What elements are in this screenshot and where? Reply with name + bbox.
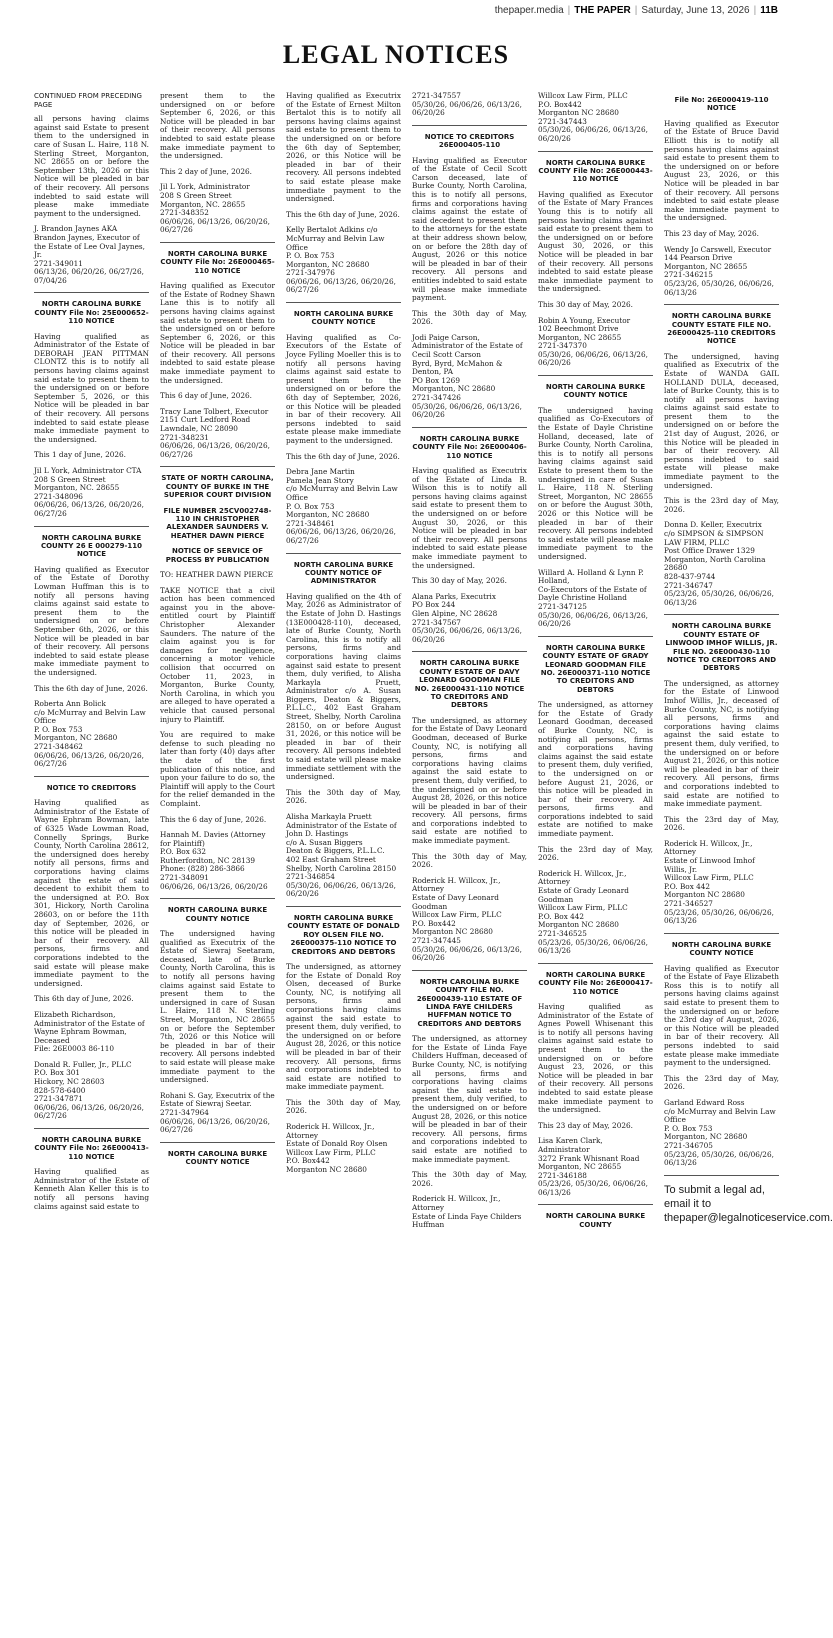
notice-heading: NOTICE TO CREDITORS [46, 783, 137, 792]
notice-signature: Kelly Bertalot Adkins c/o McMurray and Belvin Law Office P. O. Box 753 Morganton, NC 28680 2721-347976 06/06/26, 06/13/26, 06/20/26, 06/27/26 [286, 225, 396, 295]
notice-paragraph: Having qualified as Administrator of the Estate of Kenneth Alan Keller this is to notify all persons having claims against said estate to [34, 1167, 149, 1211]
header-date: Saturday, June 13, 2026 [641, 5, 750, 16]
notice-paragraph: Having qualified as Administrator of the Estate of Agnes Powell Whisenant this is to notify all persons having claims against said estate to present them to the undersigned on or before August 23, 2026, or this Notice will be pleaded in bar of their recovery. All persons indebted to said estate please make immediate payment to the undersigned. [538, 1002, 653, 1115]
notice-divider [34, 292, 149, 293]
page-header [0, 0, 792, 22]
notice-heading: NORTH CAROLINA BURKE COUNTY File No: 26E000443-110 NOTICE [538, 158, 653, 184]
notice-signature: Donna D. Keller, Executrix c/o SIMPSON & SIMPSON LAW FIRM, PLLC Post Office Drawer 1329 Morganton, North Carolina 28680 828-437-9744 2721-346747 05/23/26, 05/30/26, 06/06/26, 06/13/26 [664, 520, 774, 607]
notice-heading: NORTH CAROLINA BURKE COUNTY 26 E 000279-110 NOTICE [40, 533, 143, 559]
notice-divider [538, 151, 653, 152]
notice-paragraph: The undersigned, as attorney for the Estate of Linda Faye Childers Huffman, deceased of Burke County, NC, is notifying all persons, firms and corporations having claims against the said estate to present them, duly verified, to the undersigned on or before August 28, 2026, or this notice will be pleaded in bar of their recovery. All persons, firms and corporations indebted to said estate are notified to make immediate payment. [412, 1034, 527, 1164]
notice-divider [412, 427, 527, 428]
header-info: thepaper.media | THE PAPER | Saturday, June 13, 2026 | 11B [494, 5, 778, 16]
notice-paragraph: TAKE NOTICE that a civil action has been commenced against you in the above-entitled court by Plaintiff Christopher Alexander Saunders. The nature of the claim against you is for damages for negligence, concerning a motor vehicle collision that occurred on October 11, 2023, in Morganton, Burke County, North Carolina, in which you are alleged to have operated a vehicle that caused personal injury to Plaintiff. [160, 585, 275, 724]
notice-divider [160, 898, 275, 899]
notice-heading: NORTH CAROLINA BURKE COUNTY ESTATE OF LINWOOD IMHOF WILLIS, JR. FILE NO. 26E000430-110 NOTICE TO CREDITORS AND DEBTORS [665, 622, 778, 673]
notice-heading: NORTH CAROLINA BURKE COUNTY ESTATE OF DONALD ROY OLSEN FILE NO. 26E000375-110 NOTICE TO CREDITORS AND DEBTORS [287, 913, 400, 956]
notice-paragraph: This the 23rd day of May, 2026. [664, 1073, 779, 1092]
notice-divider [538, 375, 653, 376]
notice-paragraph: This the 30th day of May, 2026. [412, 1170, 527, 1188]
notice-paragraph: This 23 day of May, 2026. [664, 228, 759, 238]
notice-paragraph: You are required to make defense to such pleading no later than forty (40) days after the date of the first publication of this notice, and upon your failure to do so, the Plaintiff will apply to the Court for the relief demanded in the Complaint. [160, 730, 275, 808]
notice-paragraph: present them to the undersigned on or before September 6, 2026, or this Notice will be pleaded in bar of their recovery. All persons indebted to said estate please make immediate payment to the undersigned. [160, 91, 275, 161]
notice-signature: J. Brandon Jaynes AKA Brandon Jaynes, Executor of the Estate of Lee Oval Jaynes, Jr. 2721-349011 06/13/26, 06/20/26, 06/27/26, 07/04/26 [34, 224, 145, 285]
notice-heading: NORTH CAROLINA BURKE COUNTY NOTICE [167, 906, 268, 923]
notice-paragraph: Having qualified as Administrator of the Estate of Wayne Ephram Bowman, late of 6325 Wade Lowman Road, Connelly Springs, Burke County, North Carolina 28612, the undersigned does hereby notify all persons, firms and corporations having claims against the estate of said decedent to exhibit them to the undersigned at P.O. Box 301, Hickory, North Carolina 28603, on or before the 11th day of September, 2026, or this notice will be pleaded in bar of their recovery. All persons, firms and corporations indebted to the said estate will please make immediate payment to the undersigned. [34, 798, 149, 988]
continued-label: CONTINUED FROM PRECEDING PAGE [34, 92, 142, 109]
notice-signature: Willcox Law Firm, PLLC P.O. Box442 Morganton NC 28680 2721-347443 05/30/26, 06/06/26, 06/13/26, 06/20/26 [538, 91, 648, 143]
notice-paragraph: This is the 23rd day of May, 2026. [664, 496, 779, 514]
notice-divider [160, 242, 275, 243]
notice-paragraph: The undersigned, as attorney for the Estate of Grady Leonard Goodman, deceased of Burke County, NC, is notifying all persons, firms and corporations having claims against the said estate to present them, duly verified, to the undersigned on or before August 21, 2026, or this notice will be pleaded in bar of their recovery. All persons, firms and corporations indebted to said estate are notified to make immediate payment. [538, 700, 653, 839]
notice-heading: NOTICE OF SERVICE OF PROCESS BY PUBLICATION [165, 547, 270, 564]
notice-divider [160, 1142, 275, 1143]
notice-signature: Debra Jane Martin Pamela Jean Story c/o McMurray and Belvin Law Office P. O. Box 753 Morganton, NC 28680 2721-348461 06/06/26, 06/13/26, 06/20/26, 06/27/26 [286, 467, 398, 545]
notice-paragraph: The undersigned, as attorney for the Estate of Donald Roy Olsen, deceased of Burke County, NC, is notifying all persons, firms and corporations having claims against the said estate to present them, duly verified, to the undersigned on or before August 28, 2026, or this notice will be pleaded in bar of their recovery. All persons, firms and corporations indebted to said estate are notified to make immediate payment. [286, 961, 401, 1092]
notice-divider [538, 636, 653, 637]
notice-paragraph: Having qualified as Executor of the Estate of Mary Frances Young this is to notify all persons having claims against said estate to present them to the undersigned on or before August 30, 2026, or this Notice will be pleaded in bar of their recovery. All persons indebted to said estate please make immediate payment to the undersigned. [538, 189, 653, 294]
notice-signature: Hannah M. Davies (Attorney for Plaintiff) P.O. Box 632 Rutherfordton, NC 28139 Phone: (828) 286-3866 2721-348091 06/06/26, 06/13/26, 06/20/26 [160, 830, 268, 891]
notice-paragraph: This 30 day of May, 2026. [412, 576, 507, 586]
notice-paragraph: TO: HEATHER DAWN PIERCE [160, 570, 274, 580]
notice-signature: Jil L York, Administrator 208 S Green Street Morganton, NC. 28655 2721-348352 06/06/26, 06/13/26, 06/20/26, 06/27/26 [160, 182, 270, 235]
notice-heading: FILE NUMBER 25CV002748-110 IN CHRISTOPHER ALEXANDER SAUNDERS V. HEATHER DAWN PIERCE [163, 506, 272, 540]
column-2 [160, 92, 275, 1632]
notice-divider [664, 304, 779, 305]
notice-divider [412, 125, 527, 126]
header-page-number: 11B [760, 5, 778, 16]
notice-paragraph: Having qualified as Executor of the Estate of Bruce David Elliott this is to notify all persons having claims against said estate to present them to the undersigned on or before August 23, 2026, or this Notice will be pleaded in bar of their recovery. All persons indebted to said estate please make immediate payment to the undersigned. [664, 118, 779, 223]
notice-paragraph: This the 30th day of May, 2026. [286, 1097, 401, 1116]
notice-paragraph: Having qualified as Administrator of the Estate of DEBORAH JEAN PITTMAN CLONTZ this is to notify all persons having claims against said estate to present them to the undersigned on or before September 5, 2026, or this Notice will be pleaded in bar of their recovery. All persons indebted to said estate please make immediate payment to the undersigned. [34, 331, 149, 444]
legal-notices-columns [34, 91, 833, 1632]
column-1 [34, 92, 149, 1632]
notice-signature: Jodi Paige Carson, Administrator of the Estate of Cecil Scott Carson Byrd, Byrd, McMahon & Denton, PA PO Box 1269 Morganton, NC 28680 2721-347426 05/30/26, 06/06/26, 06/13/26, 06/20/26 [412, 332, 523, 420]
column-3 [286, 92, 401, 1632]
notice-paragraph: Having qualified as Executor of the Estate of Rodney Shawn Lane this is to notify all persons having claims against said estate to present them to the undersigned on or before September 6, 2026, or this Notice will be pleaded in bar of their recovery. All persons indebted to said estate please make immediate payment to the undersigned. [160, 281, 275, 385]
notice-heading: NORTH CAROLINA BURKE COUNTY File No: 26E000413-110 NOTICE [34, 1136, 149, 1161]
notice-signature: Willard A. Holland & Lynn P. Holland, Co-Executors of the Estate of Dayle Christine Holland 2721-347125 05/30/26, 06/06/26, 06/13/26, 06/20/26 [538, 567, 648, 629]
notice-heading: NORTH CAROLINA BURKE COUNTY ESTATE OF DAVY LEONARD GOODMAN FILE NO. 26E000431-110 NOTICE TO CREDITORS AND DEBTORS [414, 659, 525, 710]
notice-paragraph: This the 30th day of May, 2026. [412, 851, 527, 870]
notice-heading: NORTH CAROLINA BURKE COUNTY NOTICE [167, 1149, 268, 1167]
notice-divider [538, 963, 653, 964]
notice-heading: File No: 26E000419-110 NOTICE [674, 96, 769, 113]
notice-signature: Alisha Markayla Pruett Administrator of the Estate of John D. Hastings c/o A. Susan Biggers Deaton & Biggers, P.L.L.C. 402 East Graham Street Shelby, North Carolina 28150 2721-346854 05/30/26, 06/06/26, 06/13/26, 06/20/26 [286, 812, 397, 899]
notice-divider [412, 651, 527, 652]
notice-paragraph: This the 6th day of June, 2026. [286, 451, 400, 461]
notice-divider [160, 466, 275, 467]
notice-signature: Alana Parks, Executrix PO Box 244 Glen Alpine, NC 28628 2721-347567 05/30/26, 06/06/26, 06/13/26, 06/20/26 [412, 591, 522, 644]
column-4 [412, 92, 527, 1632]
notice-heading: STATE OF NORTH CAROLINA, COUNTY OF BURKE IN THE SUPERIOR COURT DIVISION [161, 474, 274, 500]
notice-heading: NORTH CAROLINA BURKE COUNTY [545, 1212, 646, 1229]
notice-signature: Roberta Ann Bolick c/o McMurray and Belvin Law Office P. O. Box 753 Morganton, NC 28680 2721-348462 06/06/26, 06/13/26, 06/20/26, 06/27/26 [34, 699, 146, 769]
notice-paragraph: Having qualified as Executrix of the Estate of Linda B. Wilson this is to notify all persons having claims against said estate to present them to the undersigned on or before August 30, 2026, or this Notice will be pleaded in bar of their recovery. All persons indebted to said estate please make immediate payment to the undersigned. [412, 466, 527, 570]
notice-signature: 2721-347557 05/30/26, 06/06/26, 06/13/26, 06/20/26 [412, 91, 522, 118]
notice-paragraph: Having qualified as Executor of the Estate of Faye Elizabeth Ross this is to notify all persons having claims against said estate to present them to the undersigned on or before the 23rd day of August, 2026, or this Notice will be pleaded in bar of their recovery. All persons indebted to said estate please make immediate payment to the undersigned. [664, 963, 779, 1068]
notice-heading: NORTH CAROLINA BURKE COUNTY File No: 26E000417-110 NOTICE [538, 970, 653, 996]
notice-paragraph: This 30 day of May, 2026. [538, 299, 633, 309]
notice-signature: Roderick H. Willcox, Jr., Attorney Estate of Grady Leonard Goodman Willcox Law Firm, PLLC P.O. Box 442 Morganton NC 28680 2721-346525 05/23/26, 05/30/26, 06/06/26, 06/13/26 [538, 868, 648, 956]
notice-paragraph: This 6th day of June, 2026. [34, 994, 134, 1004]
notice-signature: Roderick H. Willcox, Jr., Attorney Estate of Donald Roy Olsen Willcox Law Firm, PLLC P.O. Box442 Morganton NC 28680 [286, 1122, 388, 1175]
notice-signature: Donald R. Fuller, Jr., PLLC P.O. Box 301 Hickory, NC 28603 828-578-6400 2721-347871 06/06/26, 06/13/26, 06/20/26, 06/27/26 [34, 1059, 144, 1121]
header-site[interactable]: thepaper.media [494, 5, 564, 16]
notice-paragraph: This 23 day of May, 2026. [538, 1120, 633, 1130]
notice-heading: NORTH CAROLINA BURKE COUNTY NOTICE OF ADMINISTRATOR [293, 560, 394, 586]
notice-heading: NORTH CAROLINA BURKE COUNTY NOTICE [545, 383, 646, 400]
notice-heading: NORTH CAROLINA BURKE COUNTY NOTICE [293, 310, 394, 327]
notice-signature: Tracy Lane Tolbert, Executor 2151 Curt Ledford Road Lawndale, NC 28090 2721-348231 06/06/26, 06/13/26, 06/20/26, 06/27/26 [160, 406, 270, 459]
notice-paragraph: This the 30th day of May, 2026. [286, 787, 401, 806]
notice-paragraph: This 1 day of June, 2026. [34, 450, 126, 460]
notice-divider [664, 933, 779, 934]
column-6 [664, 92, 833, 1632]
notice-paragraph: Having qualified as Executor of the Estate of Dorothy Lowman Huffman this is to notify all persons having claims against said estate to present them to the undersigned on or before September 6th, 2026, or this Notice will be pleaded in bar of their recovery. All persons indebted to said estate please make immediate payment to the undersigned. [34, 564, 149, 677]
notice-heading: NOTICE TO CREDITORS 26E000405-110 [424, 132, 515, 150]
notice-divider [412, 970, 527, 971]
notice-paragraph: Having qualified as Executrix of the Estate of Ernest Milton Bertalot this is to notify all persons having claims against said estate to present them to the undersigned on or before the 6th day of September, 2026, or this Notice will be pleaded in bar of their recovery. All persons indebted to said estate please make immediate payment to the undersigned. [286, 91, 401, 204]
notice-divider [286, 553, 401, 554]
notice-paragraph: The undersigned having qualified as Executrix of the Estate of Siewraj Seetaram, deceased, late of Burke County, North Carolina, this is to notify all persons having claims against said Estate to present them to the undersigned in care of Susan L. Haire, 118 N. Sterling Street, Morganton, NC 28655 on or before the September 7th, 2026 or this Notice will be pleaded in bar of their recovery. All persons indebted to said estate will please make immediate payment to the undersigned. [160, 929, 275, 1085]
notice-divider [664, 614, 779, 615]
notice-paragraph: This the 6 day of June, 2026. [160, 814, 267, 824]
notice-signature: Lisa Karen Clark, Administrator 3272 Frank Whisnant Road Morganton, NC 28655 2721-346188 05/23/26, 05/30/26, 06/06/26, 06/13/26 [538, 1136, 648, 1197]
notice-signature: Elizabeth Richardson, Administrator of the Estate of Wayne Ephram Bowman, Deceased File: 26E0003 86-110 [34, 1009, 145, 1054]
notice-paragraph: all persons having claims against said Estate to present them to the undersigned in care of Susan L. Haire, 118 N. Sterling Street, Morganton, NC 28655 on or before the September 13th, 2026 or this Notice will be pleaded in bar of their recovery. All persons indebted to said estate will please make immediate payment to the undersigned. [34, 114, 149, 218]
notice-divider [34, 1128, 149, 1129]
notice-paragraph: The undersigned, as attorney for the Estate of Davy Leonard Goodman, deceased of Burke County, NC, is notifying all persons, firms and corporations having claims against the said estate to present them, duly verified, to the undersigned on or before August 28, 2026, or this notice will be pleaded in bar of their recovery. All persons, firms and corporations indebted to said estate are notified to make immediate payment. [412, 715, 527, 846]
notice-divider [664, 1175, 779, 1176]
submit-ad-note: To submit a legal ad, email it to thepaper@legalnoticeservice.com. [664, 1183, 833, 1224]
notice-divider [34, 776, 149, 777]
notice-paragraph: This the 6th day of June, 2026. [286, 209, 400, 219]
header-paper-name: THE PAPER [574, 5, 631, 16]
notice-paragraph: The undersigned having qualified as Co-Executors of the Estate of Dayle Christine Holland, deceased, late of Burke County, North Carolina, this is to notify all persons having claims against said Estate to present them to the undersigned in care of Susan L. Haire, 118 N. Sterling Street, Morganton, NC 28655 on or before the August 30th, 2026 or this Notice will be pleaded in bar of their recovery. All persons indebted to said estate will please make immediate payment to the undersigned. [538, 405, 653, 561]
notice-paragraph: The undersigned, having qualified as Executrix of the Estate of WANDA GAIL HOLLAND DULA, deceased, late of Burke County, this is to notify all persons having claims against said estate to present them to the undersigned on or before the 21st day of August, 2026, or this Notice will be pleaded in bar of their recovery. All persons indebted to said estate will please make immediate payment to the undersigned. [664, 351, 779, 490]
notice-heading: NORTH CAROLINA BURKE COUNTY File No: 26E000406-110 NOTICE [412, 434, 527, 460]
notice-paragraph: This 2 day of June, 2026. [160, 166, 252, 176]
notice-paragraph: This the 23rd day of May, 2026. [538, 844, 653, 863]
notice-signature: Roderick H. Willcox, Jr., Attorney Estate of Davy Leonard Goodman Willcox Law Firm, PLLC P.O. Box442 Morganton NC 28680 2721-347445 05/30/26, 06/06/26, 06/13/26, 06/20/26 [412, 875, 522, 963]
notice-divider [286, 906, 401, 907]
page-title: LEGAL NOTICES [282, 40, 510, 69]
notice-heading: NORTH CAROLINA BURKE COUNTY File No: 26E000465-110 NOTICE [160, 249, 275, 275]
notice-paragraph: This the 23rd day of May, 2026. [664, 814, 779, 833]
notice-signature: Garland Edward Ross c/o McMurray and Belvin Law Office P. O. Box 753 Morganton, NC 28680 2721-346705 05/23/26, 05/30/26, 06/06/26, 06/13/26 [664, 1097, 776, 1168]
notice-signature: Rohani S. Gay, Executrix of the Estate of Siewraj Seetar. 2721-347964 06/06/26, 06/13/26, 06/20/26, 06/27/26 [160, 1090, 275, 1135]
notice-paragraph: The undersigned, as attorney for the Estate of Linwood Imhof Willis, Jr., deceased of Burke County, NC, is notifying all persons, firms and corporations having claims against the said estate to present them, duly verified, to the undersigned on or before August 21, 2026, or this notice will be pleaded in bar of their recovery. All persons, firms and corporations indebted to said estate are notified to make immediate payment. [664, 678, 779, 809]
notice-paragraph: Having qualified as Co-Executors of the Estate of Joyce Fylling Moeller this is to notify all persons having claims against said estate to present them to the undersigned on or before the 6th day of September, 2026, or this Notice will be pleaded in bar of their recovery. All persons indebted to said estate please make immediate payment to the undersigned. [286, 332, 401, 445]
notice-signature: Robin A Young, Executor 102 Beechmont Drive Morganton, NC 28655 2721-347370 05/30/26, 06/06/26, 06/13/26, 06/20/26 [538, 315, 648, 368]
notice-signature: Roderick H. Willcox, Jr., Attorney Estate of Linwood Imhof Willis, Jr. Willcox Law Firm, PLLC P.O. Box 442 Morganton NC 28680 2721-346527 05/23/26, 05/30/26, 06/06/26, 06/13/26 [664, 838, 774, 926]
notice-divider [286, 302, 401, 303]
notice-heading: NORTH CAROLINA BURKE COUNTY ESTATE OF GRADY LEONARD GOODMAN FILE NO. 26E000371-110 NOTICE TO CREDITORS AND DEBTORS [540, 643, 651, 694]
notice-paragraph: This the 30th day of May, 2026. [412, 308, 527, 327]
notice-divider [34, 526, 149, 527]
notice-paragraph: Having qualified as Executor of the Estate of Cecil Scott Carson deceased, late of Burke County, North Carolina, this is to notify all persons, firms and corporations having claims against the estate of said decedent to present them to the attorneys for the estate at their address shown below, on or before the 28th day of August, 2026 or this notice will be pleaded in bar of their recovery. All persons and entities indebted to said estate will please make immediate payment. [412, 155, 527, 303]
notice-paragraph: This 6 day of June, 2026. [160, 391, 252, 401]
notice-signature: Jil L York, Administrator CTA 208 S Green Street Morganton, NC. 28655 2721-348096 06/06/26, 06/13/26, 06/20/26, 06/27/26 [34, 466, 144, 518]
notice-heading: NORTH CAROLINA BURKE COUNTY NOTICE [671, 940, 772, 958]
notice-heading: NORTH CAROLINA BURKE COUNTY File No: 25E000652-110 NOTICE [34, 300, 149, 326]
notice-divider [538, 1204, 653, 1205]
notice-signature: Wendy Jo Carswell, Executor 144 Pearson Drive Morganton, NC 28655 2721-346215 05/23/26, 05/30/26, 06/06/26, 06/13/26 [664, 244, 774, 297]
notice-signature: Roderick H. Willcox, Jr., Attorney Estate of Linda Faye Childers Huffman [412, 1194, 522, 1230]
notice-heading: NORTH CAROLINA BURKE COUNTY FILE NO. 26E000439-110 ESTATE OF LINDA FAYE CHILDERS HUFFMAN NOTICE TO CREDITORS AND DEBTORS [416, 977, 523, 1028]
notice-paragraph: This the 6th day of June, 2026. [34, 683, 148, 693]
column-5 [538, 92, 653, 1632]
notice-paragraph: Having qualified on the 4th of May, 2026 as Administrator of the Estate of John D. Hastings (13E000428-110), deceased, late of Burke County, North Carolina, this is to notify all persons, firms and corporations having claims against said estate to present them, duly verified, to Alisha Markayla Pruett, Administrator c/o A. Susan Biggers, Deaton & Biggers, P.L.L.C., 402 East Graham Street, Shelby, North Carolina 28150, on or before August 31, 2026, or this notice will be pleaded in bar of their recovery. All persons indebted to said estate will please make immediate settlement with the undersigned. [286, 591, 401, 782]
notice-heading: NORTH CAROLINA BURKE COUNTY ESTATE FILE NO. 26E000425-110 CREDITORS NOTICE [667, 312, 776, 346]
